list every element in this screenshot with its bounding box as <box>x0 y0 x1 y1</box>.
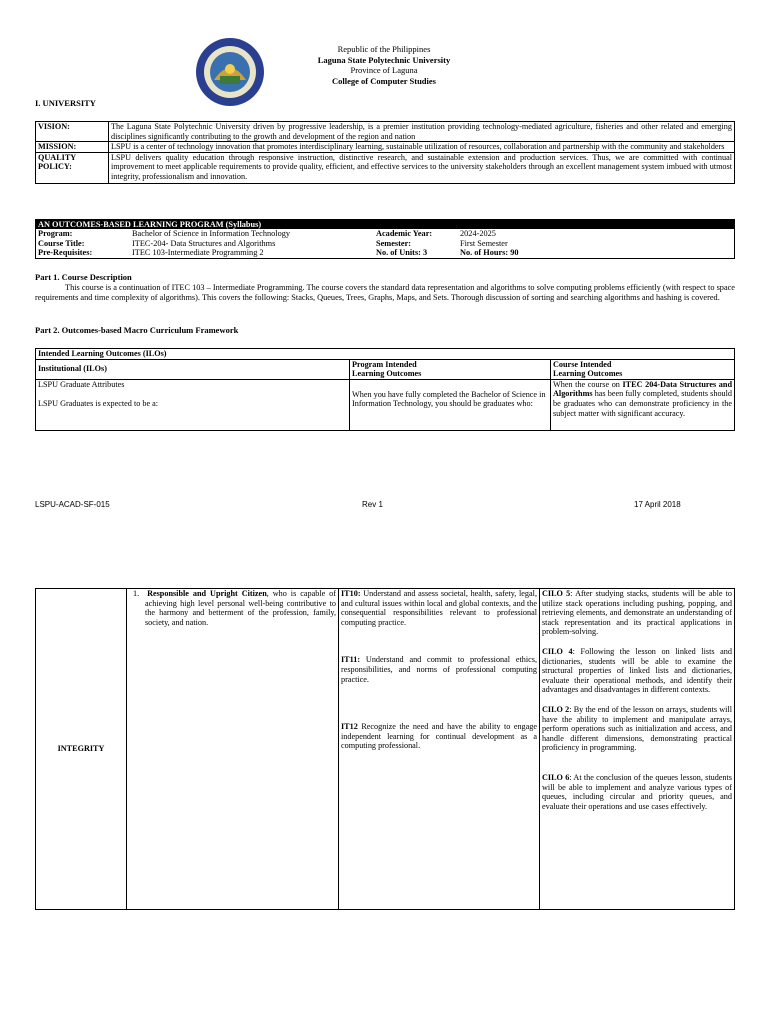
course-title-value: ITEC-204- Data Structures and Algorithms <box>132 238 276 248</box>
mission-text: LSPU is a center of technology innovation that promotes interdisciplinary learning, sustainable utilization of resources, collaboration and partnership with the community and stakeholders <box>109 142 735 153</box>
ilo-table <box>35 348 735 431</box>
vision-row <box>36 122 735 142</box>
it11-item <box>341 655 537 684</box>
it10-item <box>341 589 537 627</box>
course-ilo-header-line1: Course Intended <box>553 359 612 369</box>
course-ilo-text <box>551 379 735 430</box>
vision-label: VISION: <box>36 122 109 142</box>
institutional-ilo-header: Institutional (ILOs) <box>36 359 350 379</box>
prerequisites-label: Pre-Requisites: <box>38 248 93 258</box>
program-ilo-header <box>350 359 551 379</box>
cilo6-text: : At the conclusion of the queues lesson, students will be able to implement and analyze various types of queues, including circular and priority queues, and evaluate their operations and use cases effectively. <box>542 772 732 811</box>
header-country: Republic of the Philippines <box>337 44 431 54</box>
program-ilo-header-line1: Program Intended <box>352 359 417 369</box>
ilo-table-title: Intended Learning Outcomes (ILOs) <box>36 349 735 360</box>
course-ilo-header <box>551 359 735 379</box>
cilo6-item <box>542 773 732 811</box>
cilo2-text: : By the end of the lesson on arrays, students will have the ability to implement and manipulate arrays, perform operations such as initialization and access, and handle different dimensions, demonstrating practical proficiency in programming. <box>542 704 732 753</box>
cilo6-label: CILO 6 <box>542 772 570 782</box>
university-table <box>35 121 735 184</box>
header-university: Laguna State Polytechnic University <box>317 54 451 65</box>
units-label: No. of Units: 3 <box>376 248 428 258</box>
attribute-text: , who is capable of achieving high level personal well-being contributive to the harmony and betterment of the profession, family, society, and nation. <box>145 589 336 627</box>
course-outcomes-cell <box>540 589 735 910</box>
attribute-item <box>129 589 336 627</box>
academic-year-label: Academic Year: <box>376 229 433 239</box>
program-outcomes-cell <box>339 589 540 910</box>
graduate-attributes-label: LSPU Graduate Attributes <box>38 379 125 389</box>
vision-text: The Laguna State Polytechnic University driven by progressive leadership, is a premier institution providing technology-mediated agriculture, fisheries and other related and emerging disciplines significantly contributing to the growth and development of the region and nation <box>109 122 735 142</box>
integrity-table <box>35 588 735 910</box>
cilo4-item <box>542 647 732 695</box>
cilo5-label: CILO 5 <box>542 589 571 598</box>
header-college: College of Computer Studies <box>332 75 436 86</box>
university-seal-logo <box>194 36 266 108</box>
program-label: Program: <box>38 229 73 239</box>
program-ilo-text: When you have fully completed the Bachelor of Science in Information Technology, you should be graduates who: <box>350 379 551 430</box>
mission-label: MISSION: <box>36 142 109 153</box>
it12-item <box>341 722 537 751</box>
attribute-title: Responsible and Upright Citizen <box>147 589 267 598</box>
course-ilo-text-post: has been fully completed, students should be graduates who can demonstrate proficiency in the subject matter with significant accuracy. <box>553 389 732 418</box>
it12-label: IT12 <box>341 722 358 732</box>
document-header <box>270 44 498 86</box>
cilo2-label: CILO 2 <box>542 704 570 714</box>
graduate-attributes-cell <box>36 379 350 430</box>
course-ilo-header-line2: Learning Outcomes <box>553 369 623 379</box>
it10-text: Understand and assess societal, health, safety, legal, and cultural issues within local and global contexts, and the consequential responsibilities relevant to professional computing practice. <box>341 589 537 627</box>
semester-value: First Semester <box>460 238 508 248</box>
mission-row <box>36 142 735 153</box>
it11-text: Understand and commit to professional ethics, responsibilities, and norms of professional computing practice. <box>341 655 537 684</box>
footer-date: 17 April 2018 <box>634 500 681 509</box>
section-university-title: I. UNIVERSITY <box>35 98 96 108</box>
it10-label: IT10: <box>341 589 361 598</box>
header-province: Province of Laguna <box>350 65 418 75</box>
part2-title: Part 2. Outcomes-based Macro Curriculum Framework <box>35 325 239 335</box>
academic-year-value: 2024-2025 <box>460 229 496 239</box>
graduate-attribute-cell <box>127 589 339 910</box>
footer-form-code: LSPU-ACAD-SF-015 <box>35 500 110 509</box>
hours-label: No. of Hours: 90 <box>460 248 519 258</box>
footer-revision: Rev 1 <box>362 500 383 509</box>
quality-policy-label: QUALITY POLICY: <box>36 152 109 183</box>
course-ilo-text-course: ITEC 204-Data Structures and Algorithms <box>553 379 733 399</box>
course-description: This course is a continuation of ITEC 103 – Intermediate Programming. The course covers the standard data representation and algorithms to solve computing problems efficiently (with respect to space requirements and time complexity of algorithms). This covers the following: Stacks, Queues, Trees, Graphs, Maps, and Sets. Thorough discussion of sorting and searching algorithms and hashing is covered. <box>35 283 735 302</box>
integrity-label: INTEGRITY <box>36 589 127 910</box>
program-value: Bachelor of Science in Information Technology <box>132 229 291 239</box>
cilo5-item <box>542 589 732 637</box>
cilo2-item <box>542 705 732 753</box>
attribute-number: 1. <box>133 589 140 598</box>
course-ilo-text-pre: When the course on <box>553 379 623 389</box>
semester-label: Semester: <box>376 238 412 248</box>
cilo4-label: CILO 4 <box>542 646 573 656</box>
cilo4-text: : Following the lesson on linked lists and dictionaries, students will be able to examine the structural properties of linked lists and dictionaries, evaluate their operational methods, and identify their advantages and disadvantages in different contexts. <box>542 646 732 695</box>
program-info-table <box>35 219 735 259</box>
it12-text: Recognize the need and have the ability to engage independent learning for continual development as a computing professional. <box>341 722 537 751</box>
cilo5-text: : After studying stacks, students will be able to utilize stack operations including pushing, popping, and retrieving elements, and demonstrate an understanding of stack representation and its practical applications in problem-solving. <box>542 589 732 637</box>
course-title-label: Course Title: <box>38 238 85 248</box>
quality-policy-row <box>36 152 735 183</box>
prerequisites-value: ITEC 103-Intermediate Programming 2 <box>132 248 264 258</box>
part1-title: Part 1. Course Description <box>35 272 132 282</box>
program-ilo-header-line2: Learning Outcomes <box>352 369 422 379</box>
it11-label: IT11: <box>341 655 361 665</box>
syllabus-title: AN OUTCOMES-BASED LEARNING PROGRAM (Syllabus) <box>36 220 735 230</box>
quality-policy-text: LSPU delivers quality education through responsive instruction, distinctive research, and sustainable extension and production services. Thus, we are committed with continual improvement to meet applicable requirements to provide quality, efficient, and effective services to the university stakeholders through an excellent management system imbued with utmost integrity, professionalism and innovation. <box>109 152 735 183</box>
graduate-expected-label: LSPU Graduates is expected to be a: <box>38 399 159 409</box>
